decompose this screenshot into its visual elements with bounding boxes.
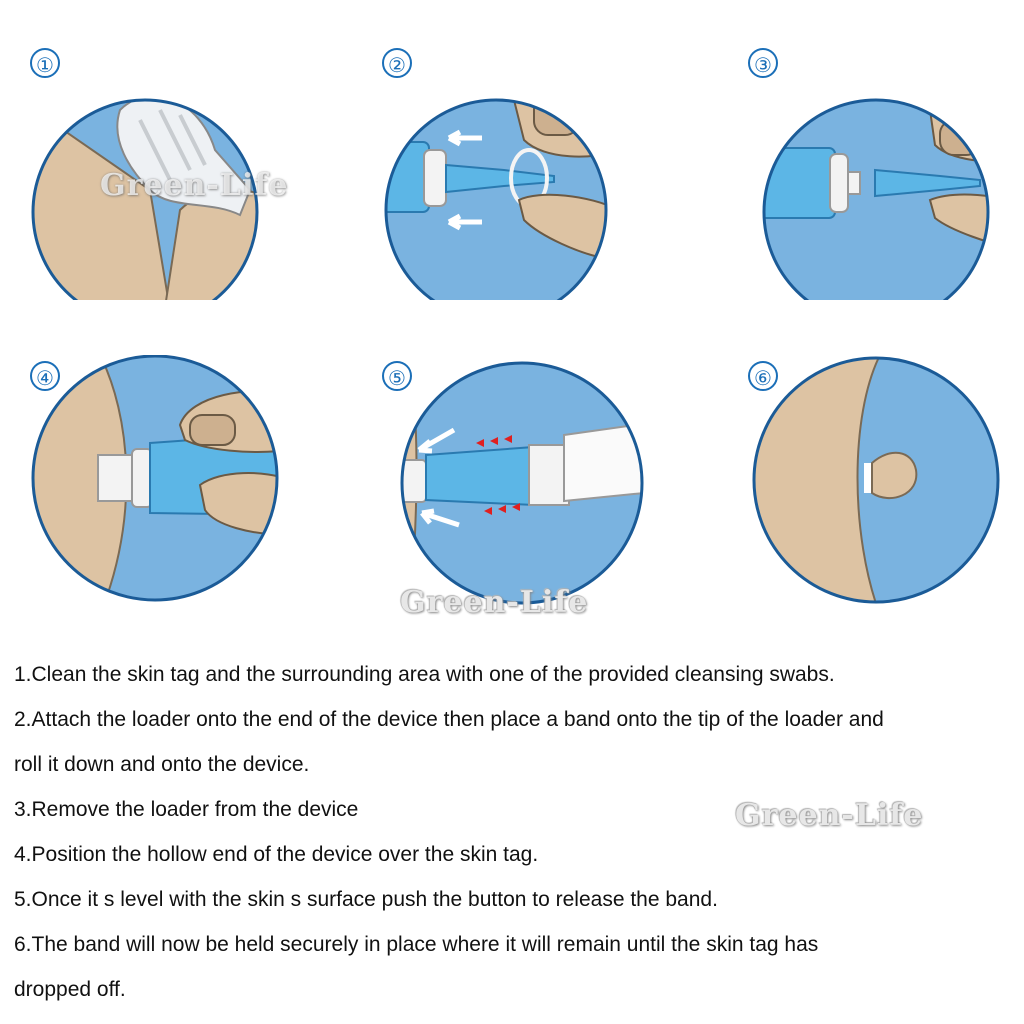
- step-number-4: ④: [30, 361, 60, 391]
- step-4-illustration: [0, 355, 260, 615]
- instruction-step-2-continued: roll it down and onto the device.: [14, 753, 310, 776]
- step-number-5: ⑤: [382, 361, 412, 391]
- instruction-step-2: 2.Attach the loader onto the end of the device then place a band onto the tip of the loader and: [14, 708, 884, 731]
- instruction-step-6: 6.The band will now be held securely in place where it will remain until the skin tag has: [14, 933, 819, 956]
- watermark-top: Green-Life: [100, 168, 289, 203]
- step-5-illustration: [374, 355, 634, 615]
- watermark-middle: Green-Life: [400, 585, 589, 620]
- instruction-step-4: 4.Position the hollow end of the device over the skin tag.: [14, 843, 539, 866]
- instruction-step-6-continued: dropped off.: [14, 978, 126, 1001]
- step-number-1: ①: [30, 48, 60, 78]
- release-band-illustration: [374, 355, 664, 615]
- attach-loader-illustration: [374, 40, 634, 300]
- step-number-2: ②: [382, 48, 412, 78]
- position-device-illustration: [0, 355, 290, 615]
- remove-loader-illustration: [740, 40, 1024, 300]
- instruction-step-5: 5.Once it s level with the skin s surface push the button to release the band.: [14, 888, 718, 911]
- step-number-6: ⑥: [748, 361, 778, 391]
- step-2-illustration: [374, 40, 634, 300]
- step-number-3: ③: [748, 48, 778, 78]
- instruction-step-3: 3.Remove the loader from the device: [14, 798, 359, 821]
- step-3-illustration: [740, 40, 1000, 300]
- band-held-illustration: [740, 355, 1024, 615]
- instructions: [14, 652, 1014, 1012]
- instruction-step-1: 1.Clean the skin tag and the surrounding area with one of the provided cleansing swabs.: [14, 663, 835, 686]
- watermark-bottom: Green-Life: [735, 798, 924, 833]
- step-6-illustration: [740, 355, 1000, 615]
